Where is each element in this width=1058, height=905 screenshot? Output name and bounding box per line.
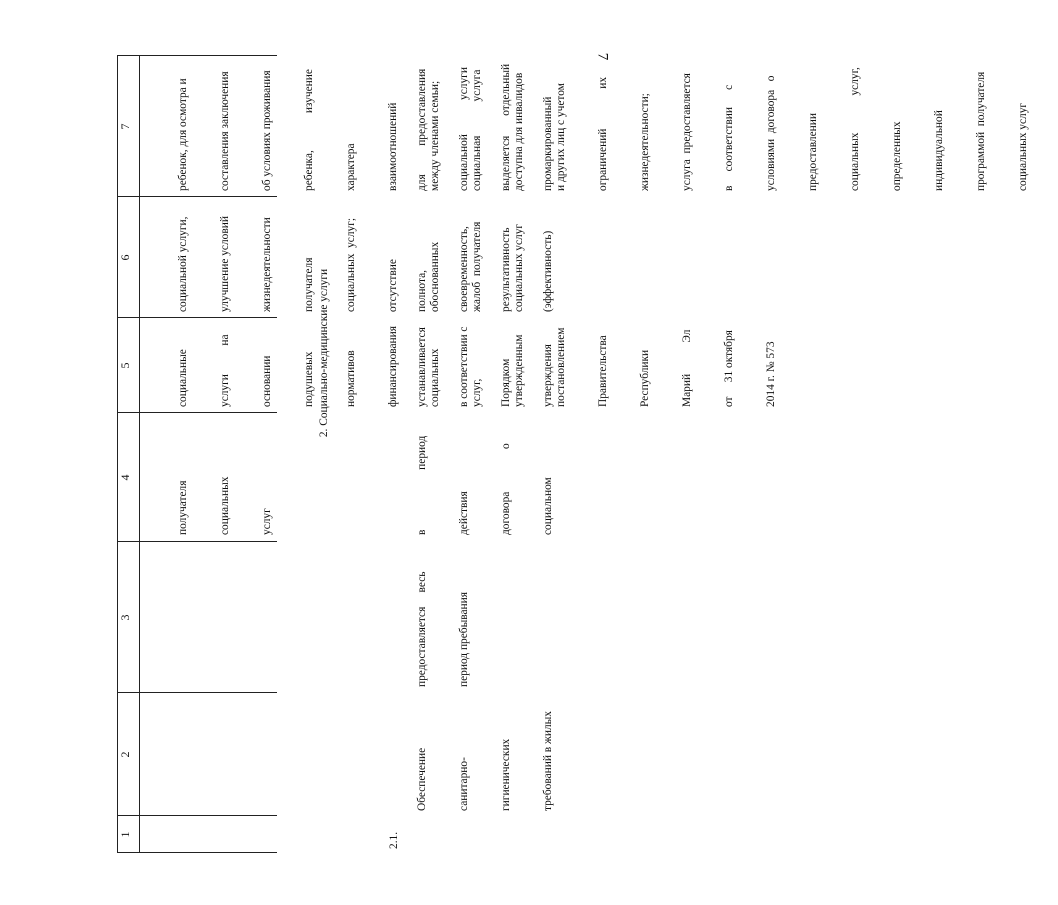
row-2-1-col7: для предоставления социальной услуги выделяется отдельный промаркированный xyxy=(416,63,554,191)
column-number: 4 xyxy=(118,474,132,481)
column-border xyxy=(117,815,277,816)
column-border xyxy=(117,317,277,318)
column-number: 1 xyxy=(118,831,132,838)
column-number: 2 xyxy=(118,751,132,758)
page-number: 7 xyxy=(594,52,611,61)
row-2-1-col6: полнота, своевременность, результативность (эффективность) xyxy=(416,226,554,312)
column-number: 5 xyxy=(118,362,132,369)
row-2-1-service-name: Обеспечение санитарно- гигиенических требований в жилых xyxy=(416,710,554,811)
row-number: 2.1. xyxy=(388,831,400,849)
section-heading: 2. Социально-медицинские услуги xyxy=(318,268,330,438)
column-border xyxy=(117,55,277,56)
column-border xyxy=(117,196,277,197)
column-number: 6 xyxy=(118,254,132,261)
column-border xyxy=(117,852,277,853)
column-number: 3 xyxy=(118,614,132,621)
row-2-1-col4: в период действия договора о социальном xyxy=(416,435,554,535)
continued-cell-col5: социальные услуги на основании подушевых нормативов финансирования социальных услуг, утвержденным постановлением Правительства Республики Марий Эл от 31 октября 2014 г. № 573 xyxy=(177,326,777,407)
rotated-table-page xyxy=(117,53,1029,853)
header-row-border xyxy=(139,56,140,853)
row-2-1-col3: предоставляется весь период пребывания xyxy=(416,571,470,687)
column-border xyxy=(117,692,277,693)
row-2-1-col5: устанавливается в соответствии с Порядком утверждения xyxy=(416,326,554,407)
column-border xyxy=(117,412,277,413)
column-border xyxy=(117,541,277,542)
continued-cell-col7: ребенок, для осмотра и составления заключения об условиях проживания ребенка, изучение характера взаимоотношений между членами семьи; социальная услуга доступна для инвалидов и других лиц с учетом ограничений их жизнедеятельности; услуга предоставляется в соответствии с условиями договора о предоставлении социальных услуг, определенных индивидуальной программой получателя социальных услуг xyxy=(177,67,1029,191)
continued-cell-col6: социальной услуги, улучшение условий жизнедеятельности получателя социальных услуг; отсутствие обоснованных жалоб получателя социальных услуг xyxy=(177,216,525,312)
continued-cell-col4: получателя социальных услуг xyxy=(177,476,273,535)
column-number: 7 xyxy=(118,123,132,130)
